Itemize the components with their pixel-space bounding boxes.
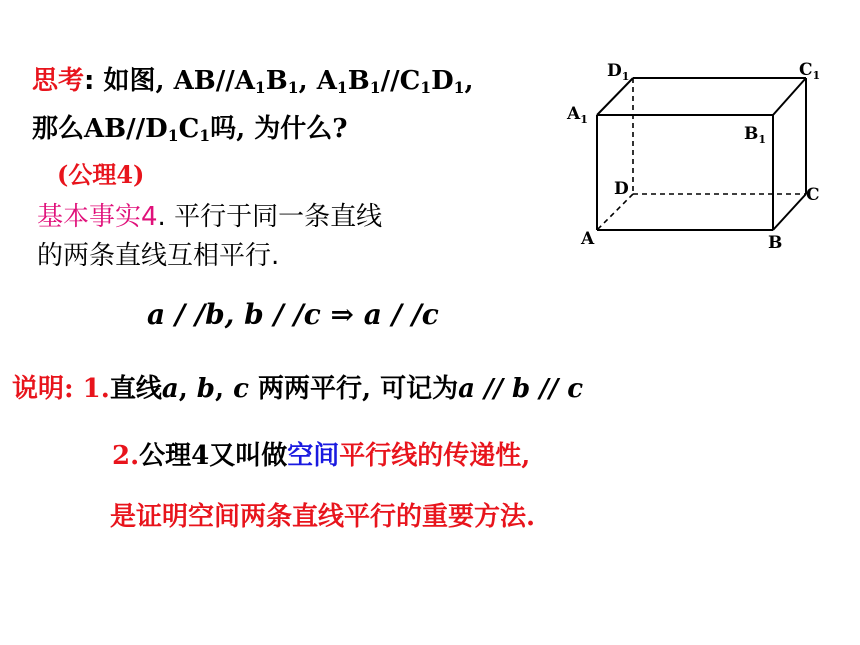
think-text: 如图, $AB//A_1B_1$, $A_1B_1//C_1D_1$, <box>103 66 474 97</box>
fact-text-1: . 平行于同一条直线 <box>157 202 383 232</box>
edge-C1B1 <box>773 78 806 115</box>
think-label: 思考 <box>32 66 85 96</box>
formula: a / /b, b / /c ⇒ a / /c <box>147 298 439 331</box>
note-label: 说明: <box>12 374 83 404</box>
think-line <box>32 60 474 97</box>
label-D1: $D_1$ <box>607 61 630 83</box>
edge-A1D1 <box>597 78 633 115</box>
axiom-note: (公理4) <box>57 160 145 189</box>
note2-space: 空间 <box>287 441 340 471</box>
label-D: D <box>614 179 629 199</box>
label-A1: $A_1$ <box>567 104 588 126</box>
note-1: 说明: 1.直线a, b, c 两两平行, 可记为a // b // c <box>12 374 584 404</box>
label-B1: $B_1$ <box>744 124 767 146</box>
fact-line-1 <box>37 196 382 233</box>
label-A: A <box>581 229 595 249</box>
label-C: C <box>806 185 820 205</box>
label-C1: $C_1$ <box>799 60 821 82</box>
fact-line-2: 的两条直线互相平行. <box>37 241 280 271</box>
edge-DA <box>597 194 633 230</box>
question-line: 那么$AB//D_1C_1$吗, 为什么? <box>32 114 348 145</box>
think-colon: : <box>84 66 104 96</box>
cuboid-diagram <box>560 55 845 255</box>
note-2: 2.公理4又叫做空间平行线的传递性, <box>112 441 531 471</box>
fact-title: 基本事实4 <box>37 202 158 232</box>
note-expr: a // b // c <box>458 374 584 404</box>
label-B: B <box>768 233 783 253</box>
note-3: 是证明空间两条直线平行的重要方法. <box>110 502 536 532</box>
edge-CB <box>773 194 806 230</box>
